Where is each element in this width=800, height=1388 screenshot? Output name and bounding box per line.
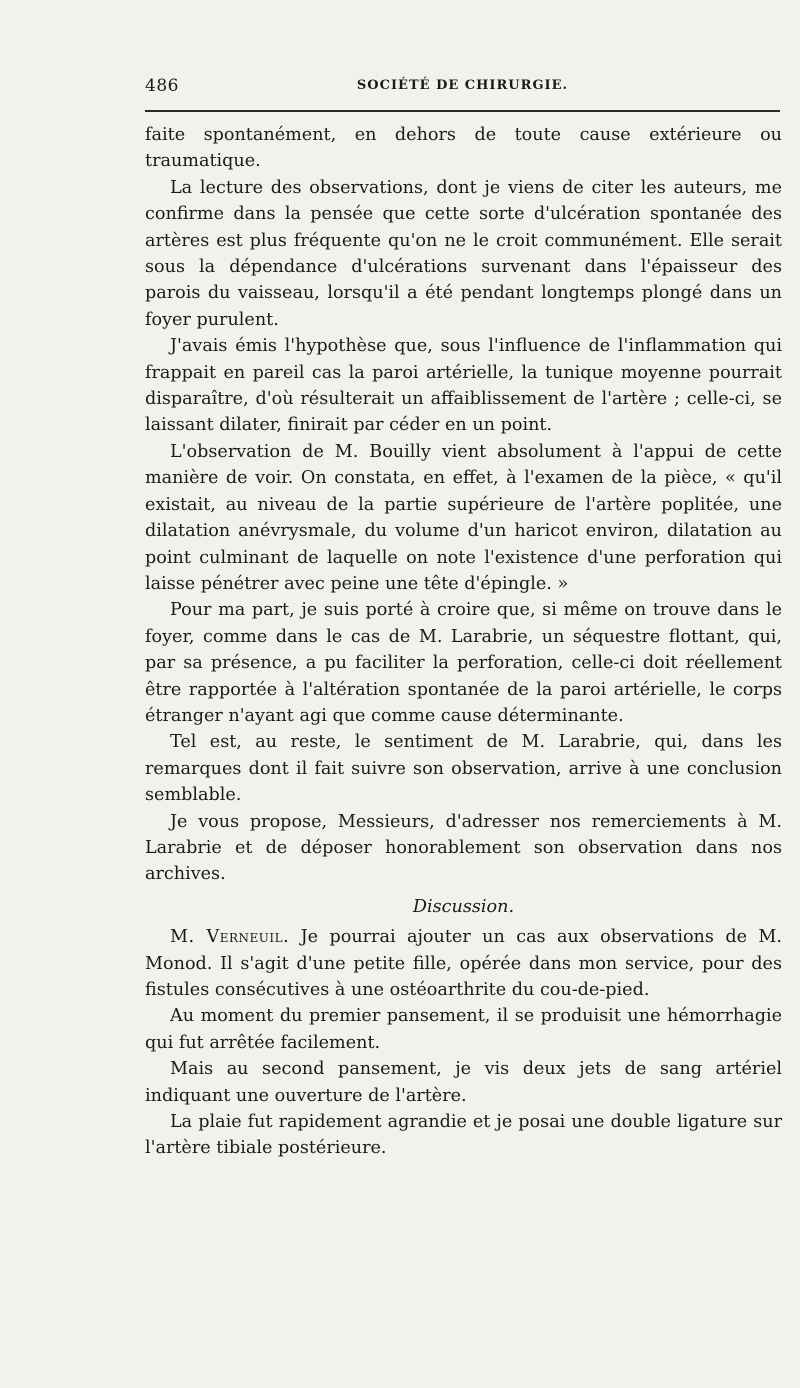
paragraph-5: Pour ma part, je suis porté à croire que, si même on trouve dans le foyer, comme dans le cas de M. Larabrie, un séquestre flottant, qui, par sa présence, a pu faciliter la perforation, celle-ci doit réellement être rapportée à l'altération spontanée de la paroi artérielle, le corps étranger n'ayant agi que comme cause déterminante. [145,600,782,726]
running-head [145,76,780,100]
paragraph-3: J'avais émis l'hypothèse que, sous l'influence de l'inflammation qui frappait en pareil cas la paroi artérielle, la tunique moyenne pourrait disparaître, d'où résulterait un affaiblissement de l'artère ; celle-ci, se laissant dilater, finirait par céder en un point. [145,336,782,436]
journal-title: SOCIÉTÉ DE CHIRURGIE. [356,78,569,93]
paragraph-10: Mais au second pansement, je vis deux jets de sang artériel indiquant une ouverture de l'artère. [145,1059,782,1106]
body-text [145,122,782,1162]
paragraph-6: Tel est, au reste, le sentiment de M. Larabrie, qui, dans les remarques dont il fait suivre son observation, arrive à une conclusion semblable. [145,732,782,806]
speaker-name: M. Verneuil. [170,927,290,948]
paragraph-9: Au moment du premier pansement, il se produisit une hémorrhagie qui fut arrêtée facilement. [145,1006,782,1053]
paragraph-11: La plaie fut rapidement agrandie et je posai une double ligature sur l'artère tibiale postérieure. [145,1112,782,1159]
header-rule [145,110,780,112]
section-title: Discussion. [412,896,515,917]
paragraph-8 [145,924,782,1003]
paragraph-2: La lecture des observations, dont je viens de citer les auteurs, me confirme dans la pensée que cette sorte d'ulcération spontanée des artères est plus fréquente qu'on ne le croit communément. Elle serait sous la dépendance d'ulcérations survenant dans l'épaisseur des parois du vaisseau, lorsqu'il a été pendant longtemps plongé dans un foyer purulent. [145,177,782,330]
paragraph-8-text: Je pourrai ajouter un cas aux observations de M. Monod. Il s'agit d'une petite fille, opérée dans mon service, pour des fistules consécutives à une ostéoarthrite du cou-de-pied. [145,927,782,1000]
paragraph-7: Je vous propose, Messieurs, d'adresser nos remerciements à M. Larabrie et de déposer honorablement son observation dans nos archives. [145,811,782,885]
paragraph-4: L'observation de M. Bouilly vient absolument à l'appui de cette manière de voir. On constata, en effet, à l'examen de la pièce, « qu'il existait, au niveau de la partie supérieure de l'artère poplitée, une dilatation anévrysmale, du volume d'un haricot environ, dilatation au point culminant de laquelle on note l'existence d'une perforation qui laisse pénétrer avec peine une tête d'épingle. » [145,441,782,594]
page-number: 486 [145,76,179,96]
paragraph-1: faite spontanément, en dehors de toute cause extérieure ou traumatique. [145,125,782,172]
